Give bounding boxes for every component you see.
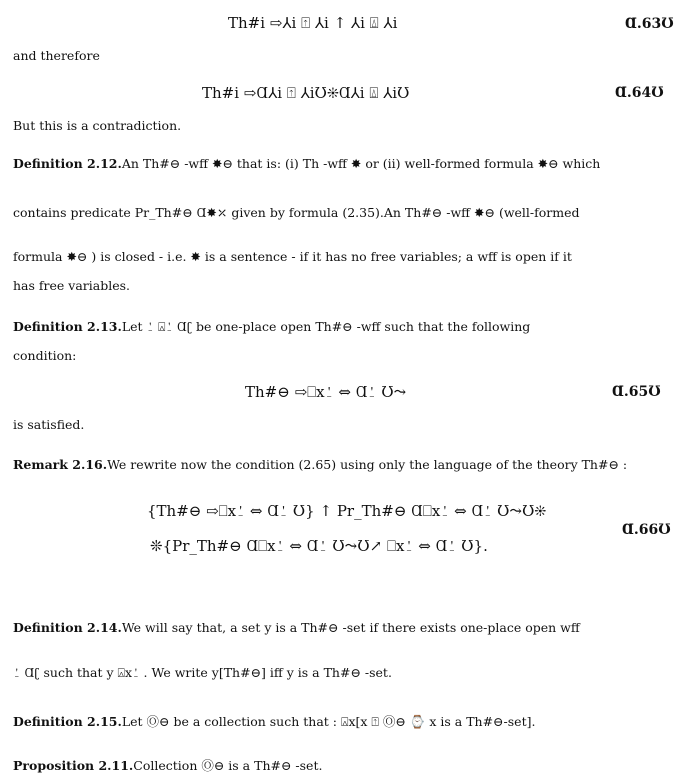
definition-2-13-line [13, 319, 530, 335]
definition-2-12-line: formula ✸⊖ ) is closed - i.e. ✸ is a sentence - if it has no free variables; a wff is open if it [13, 249, 572, 264]
equation-number: Ɑ.64Ʊ [615, 85, 664, 101]
definition-text: Let ⍘ ⍓⍘ Ɑʗ be one-place open Th#⊖ -wff such that the following [121, 319, 531, 334]
equation-number: Ɑ.63Ʊ [625, 16, 674, 32]
definition-label: Definition 2.14. [13, 620, 122, 635]
remark-text: We rewrite now the condition (2.65) using only the language of the theory Th#⊖ : [107, 457, 628, 472]
definition-2-13-line: condition: [13, 348, 77, 363]
equation-body: {Th#⊖ ⇨⎕x⍘ ⇔ Ɑ⍘ Ʊ} ↑ Pr_Th#⊖ Ɑ⎕x⍘ ⇔ Ɑ⍘ Ʊ⤳Ʊ❊ [147, 502, 547, 520]
equation-body: Th#i ⇨⅄i ⍐ ⅄i ↑ ⅄i ⍍ ⅄i [228, 14, 398, 32]
definition-2-14-line [13, 620, 580, 635]
remark-label: Remark 2.16. [13, 457, 108, 472]
definition-2-12-line [13, 156, 600, 171]
equation-body: Th#i ⇨Ɑ⅄i ⍐ ⅄iƱ❊Ɑ⅄i ⍍ ⅄iƱ [202, 84, 410, 102]
paragraph-text: is satisfied. [13, 417, 85, 432]
definition-text: We will say that, a set y is a Th#⊖ -set if there exists one-place open wff [121, 620, 580, 635]
remark-2-16-line [13, 457, 627, 472]
definition-2-12-line: contains predicate Pr_Th#⊖ Ɑ✸⤫ given by formula (2.35).An Th#⊖ -wff ✸⊖ (well-formed [13, 205, 580, 220]
equation-2-64 [202, 84, 410, 102]
paragraph-text: and therefore [13, 48, 100, 63]
definition-text: An Th#⊖ -wff ✸⊖ that is: (i) Th -wff ✸ or (ii) well-formed formula ✸⊖ which [121, 156, 601, 171]
definition-2-14-line: ⍘ Ɑʗ such that y ⍓x⍘ . We write y[Th#⊖] iff y is a Th#⊖ -set. [13, 665, 392, 680]
equation-body: Th#⊖ ⇨⎕x⍘ ⇔ Ɑ⍘ Ʊ⤳ [245, 383, 407, 401]
equation-body: ❊{Pr_Th#⊖ Ɑ⎕x⍘ ⇔ Ɑ⍘ Ʊ⤳Ʊ↗ ⎕x⍘ ⇔ Ɑ⍘ Ʊ}. [150, 537, 488, 555]
equation-2-66-line2 [150, 537, 488, 555]
definition-label: Definition 2.15. [13, 714, 122, 729]
definition-label: Definition 2.12. [13, 156, 122, 171]
equation-number: Ɑ.65Ʊ [612, 384, 661, 400]
equation-2-63 [228, 14, 397, 32]
paragraph-text: But this is a contradiction. [13, 118, 182, 133]
definition-label: Definition 2.13. [13, 319, 122, 334]
proposition-text: Collection Ⓞ⊖ is a Th#⊖ -set. [133, 758, 323, 773]
definition-2-12-line: has free variables. [13, 278, 130, 293]
definition-text: Let Ⓞ⊖ be a collection such that : ⍓x[x ⍐ Ⓞ⊖ ⌚ x is a Th#⊖-set]. [121, 714, 536, 729]
equation-2-66-line1 [147, 502, 546, 520]
equation-2-65 [245, 383, 406, 401]
equation-number: Ɑ.66Ʊ [622, 522, 671, 538]
proposition-label: Proposition 2.11. [13, 758, 134, 773]
definition-2-15-line [13, 712, 535, 730]
proposition-2-11-line [13, 756, 322, 774]
